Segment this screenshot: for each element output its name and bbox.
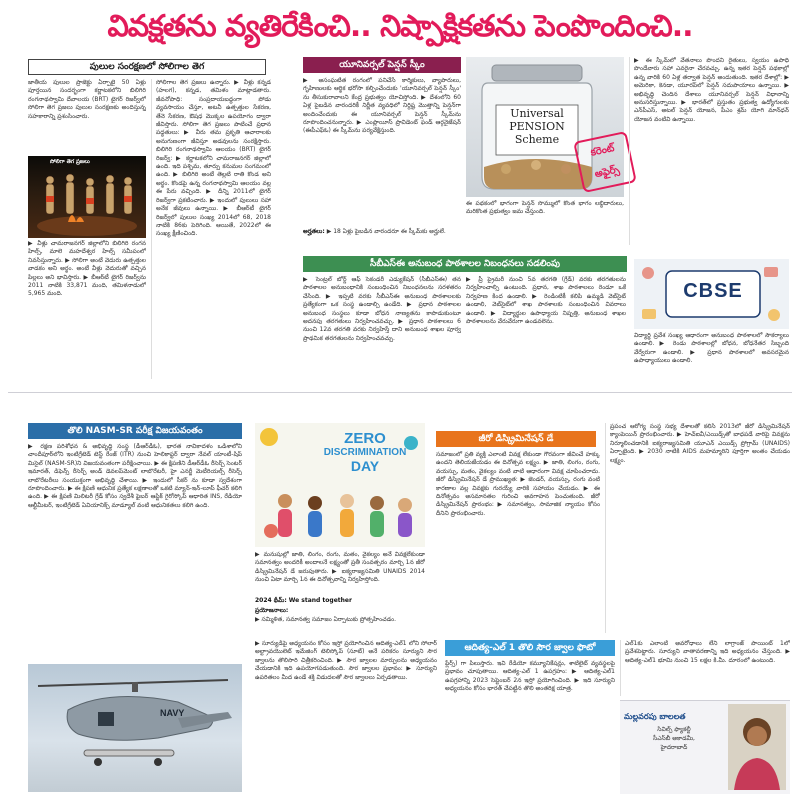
section-aditya-text: ▶ సూర్యుడిపై అధ్యయనం కోసం ఇస్రో ప్రయోగించిన ఆదిత్య-ఎల్1 లోని సోలార్ అల్ట్రావయొలెట్ ఇమేజింగ్ టెలిస్కోప్ (సూట్) అనే పరికరం సూర్యుని సౌర జ్వాలను తొలిసారి చిత్రీకరించింది. ▶ సౌర జ్వాలల మార్పులను అధ్యయనం చేయడానికి ఇది ఉపయోగపడుతుంది. సౌర జ్వాలల ప్రభావం: ▶ సూర్యుని ఉపరితలం మీద ఉండే శక్తి విడుదలతో సౌర జ్వాలలు ఏర్పడతాయి. <box>255 640 437 681</box>
poster-zero-text: ZERO <box>344 430 386 447</box>
section-pension-heading: యూనివర్సల్ పెన్షన్ స్కీం <box>303 57 461 73</box>
section-zero-day-right-text: ప్రపంచ ఆరోగ్య సంస్థ సభ్య దేశాలతో కలిసి 2013లో జీరో డిస్క్రిమినేషన్ క్యాంపెయిన్ ప్రారంభించారు. ▶ హెచ్‌ఐవీ/ఎయిడ్స్‌తో బాధపడే వారిపై వివక్షను నిర్మూలించడానికి ఐక్యరాజ్యసమితి యూఎన్ ఎయిడ్స్ ప్రోగ్రామ్ (UNAIDS) ఏర్పాటైంది. ▶ 2030 నాటికి AIDS మహమ్మారిని పూర్తిగా అంతం చేయడం లక్ష్యం. <box>605 423 790 633</box>
author-role: సివిల్స్ ఫ్యాకల్టీ <box>657 726 691 733</box>
section-zero-text: ▶ మనుషుల్లో జాతి, లింగం, రంగు, మతం, వైకల్యం అనే వివక్షలేకుండా సమానత్వం అందరికీ అందాలనే లక్ష్యంతో ప్రతీ సంవత్సరం మార్చి 1న జీరో డిస్క్రిమినేషన్ డే జరుపుతారు. ▶ ఐక్యరాజ్యసమితి UNAIDS 2014 నుంచి ఏటా మార్చి 1న ఈ దినోత్సవాన్ని నిర్వహిస్తోంది. <box>255 551 425 584</box>
section-zero-day-text: సమాజంలో ప్రతి వ్యక్తి ఎలాంటి వివక్ష లేకుండా గౌరవంగా జీవించే హక్కు ఉందని తెలియజేయడం ఈ దినోత్సవ లక్ష్యం. ▶ జాతి, లింగం, రంగు, వయస్సు, మతం, వైకల్యం వంటి వాటి ఆధారంగా వివక్ష చూపించరాదు. జీరో డిస్క్రిమినేషన్ డే ప్రాముఖ్యత: ▶ జెండర్, వయస్సు, రంగు వంటి కారణాల వల్ల వివక్షకు గురయ్యే వారికి సహాయం చేయడం. ▶ ఈ దినోత్సవం అసమానతల గురించి అవగాహన పెంచుతుంది. జీరో డిస్క్రిమినేషన్ ప్రారంభం: ▶ సమానత్వం, సామాజిక న్యాయం కోసం దీనిని ప్రారంభించారు. <box>436 451 600 517</box>
zero-aims-text: ▶ సమ్మిళిత, సమానత్వ సమాజం ఏర్పాటుకు ప్రోత్సహించడం. <box>255 616 397 623</box>
section-aditya-right-text: ఎల్1కు ఎలాంటి అవరోధాలు లేని లాగ్రాంజ్ పాయింట్ 1లో ప్రవేశపెట్టారు. సూర్యుని వాతావరణాన్ని ఇది అధ్యయనం చేస్తుంది. ▶ ఆదిత్య-ఎల్1 భూమి నుంచి 15 లక్షల కి.మీ. దూరంలో ఉంటుంది. <box>620 640 790 696</box>
author-name: మల్లవరపు బాలలత <box>624 712 686 721</box>
section-nasm-heading: తొలి NASM-SR పరీక్ష విజయవంతం <box>28 423 242 439</box>
section-soliga-intro: జాతీయ పులుల ప్రాజెక్టు ఏర్పాటై 50 ఏళ్లు పూర్తయిన సందర్భంగా కర్ణాటకలోని బిలిగిరి రంగనాథస్వామి దేవాలయ (BRT) టైగర్ రిజర్వ్‌లో సోలిగా తెగ ప్రజలు పులుల సంరక్షణకు అందిస్తున్న సహకారాన్ని ప్రశంసించారు. <box>28 79 146 120</box>
author-city: హైదరాబాద్ <box>660 744 688 751</box>
poster-discrimination-text: DISCRIMINATION <box>323 447 407 458</box>
section-soliga-column2: సోలిగాల తెగ ప్రజలు ఉన్నారు. ▶ వీళ్లు కన్నడ (హలగ), కన్నడ, తమిళం మాట్లాడతారు. జీవనోపాధి: సంప్రదాయబద్ధంగా పోడు వ్యవసాయం చేస్తూ, అటవీ ఉత్పత్తుల సేకరణ, తేనె సేకరణ, ఔషధ మొక్కల ఉపయోగం ద్వారా జీవిస్తారు. సోలిగా తెగ ప్రజలు పాటించే ప్రధాన పద్ధతులు: ▶ వీరు తమ ప్రకృతి ఆచారాలకు అనుగుణంగా జీవిస్తూ అడవులను సంరక్షిస్తారు. బిలిగిరి రంగనాథస్వామి ఆలయం (BRT) టైగర్ రిజర్వ్: ▶ కర్ణాటకలోని చామరాజనగర్ జిల్లాలో ఉంది. ఇది పశ్చిమ, తూర్పు కనుమల సంగమంలో ఉంది. ▶ బిలిగిరి అంటే తెల్లటి రాతి కొండ అని అర్థం. కొండపై ఉన్న రంగనాథస్వామి ఆలయం వల్ల ఈ పేరు వచ్చింది. ▶ దీన్ని 2011లో టైగర్ రిజర్వ్‌గా ప్రకటించారు. ▶ ఇందులో పులులు సహా అనేక జీవులు ఉన్నాయి. ▶ బీఆర్‌టీ టైగర్ రిజర్వ్‌లో పులుల సంఖ్య 2014లో 68, 2018 నాటికి 86కు పెరిగింది. ఆయితే, 2022లో ఈ సంఖ్య క్షీణించింది. <box>151 79 271 379</box>
section-nasm-text: ▶ రక్షణ పరిశోధన & అభివృద్ధి సంస్థ (డీఆర్‌డీఓ), భారత నావికాదళం ఒడిశాలోని చాందీపూర్‌లోని ఇంటిగ్రేటెడ్ టెస్ట్ రేంజ్ (ITR) నుంచి హెలికాప్టర్ ద్వారా నేవల్ యాంటీ-షిప్ మిసైల్ (NASM-SR)ని విజయవంతంగా పరీక్షించాయి. ▶ ఈ క్షిపణిని డీఆర్‌డీఓ రీసెర్చ్ సెంటర్ ఇమారత్, డిఫెన్స్ రీసెర్చ్ అండ్ డెవలప్‌మెంట్ లాబొరేటరీ, హై ఎనర్జీ మెటీరియల్స్ రీసెర్చ్ లాబొరేటరీలు సంయుక్తంగా అభివృద్ధి చేశాయి. ▶ ఇందులో సీకర్ ను కూడా స్వదేశంగా రూపొందించారు. ▶ ఈ క్షిపణి ఆధునిక ప్రత్యేక లక్షణాలతో ఒకటి మ్యాన్-ఇన్-లూప్ ఫీచర్ కలిగి ఉంది. ▶ ఈ క్షిపణి మిలిటరీ గ్రేడ్ కోసం స్వదేశీ ఫైబర్ ఆప్టిక్ గైరోస్కోప్ ఆధారిత INS, రేడియో ఆల్టీమీటర్, ఇంటిగ్రేటెడ్ ఏవియానిక్స్ మాడ్యూల్ వంటి ఆధునికతలు కలిగి ఉంది. <box>28 443 242 509</box>
section-soliga-details: ▶ వీళ్లు చామరాజనగర్ జిల్లాలోని బిలిగిరి రంగన హిల్స్, మాలె మహదేశ్వర హిల్స్ సమీపంలో నివసిస్తున్నారు. ▶ సోలిగా అంటే వెదురు ఉత్పత్తుల వాడకం అని అర్థం. అంటే వీళ్లు వెదురుతో వచ్చిన పిల్లలు అని భావిస్తారు. ▶ బీఆర్‌టీ టైగర్ రిజర్వ్‌ను 2011 నాటికి 33,871 మంది, తమిళనాడులో 5,965 మంది. <box>28 240 146 298</box>
section-zero-day-heading: జీరో డిస్క్రిమినేషన్ డే <box>436 431 596 447</box>
pension-eligibility-text: ▶ 18 ఏళ్లు పైబడిన వారందరూ ఈ స్కీమ్‌కు అర్హులే. <box>326 228 446 235</box>
page-banner-title: వివక్షతను వ్యతిరేకించి.. నిష్పాక్షికతను పెంపొందించి.. <box>107 9 693 44</box>
navy-helicopter-photo <box>28 664 242 792</box>
section-cbse-heading: సీబీఎస్‌ఈ అనుబంధ పాఠశాలల నిబంధనలు సడలింపు <box>303 256 627 272</box>
helicopter-navy-label: NAVY <box>160 708 185 718</box>
section-divider <box>8 392 792 393</box>
pension-eligibility-label: అర్హతలు: <box>303 228 325 235</box>
zero-aims-label: ప్రయోజనాలు: <box>255 607 289 614</box>
section-pension-right-text: ▶ ఈ స్కీమ్‌లో వేతనాలు పొందని రైతులు, స్వయం ఉపాధి పొందేవారు సహా ఎవరైనా చేరవచ్చు. ఉన్న ఇతర పెన్షన్ పథకాల్లో ఉన్న వారికి 60 ఏళ్ల తర్వాత పెన్షన్ అందుతుంది. ఇతర దేశాల్లో: ▶ అమెరికా, కెనడా, యూరప్‌లో పెన్షన్ సదుపాయాలు ఉన్నాయి. ▶ అభివృద్ధి చెందిన దేశాలు యూనివర్సల్ పెన్షన్ విధానాన్ని అనుసరిస్తున్నాయి. ▶ భారత్‌లో ప్రస్తుతం ప్రభుత్వ ఉద్యోగులకు ఎన్‌పీఎస్, అటల్ పెన్షన్ యోజన, పీఎం శ్రమ్ యోగి మాన్‌ధన్ యోజన వంటివి ఉన్నాయి. <box>629 57 789 245</box>
pension-jar-label: Universal PENSION Scheme <box>509 107 565 146</box>
cbse-logo-text: CBSE <box>683 280 743 302</box>
section-cbse-text2: ▶ ప్రీ ప్రైమరీ నుంచి 5వ తరగతి (గ్రేడ్) వరకు తరగతులను నిర్వహించాల్సి ఉంటుంది. ప్రధాన, శాఖ పాఠశాలలు రెండూ ఒకే నిర్వహణ కింద ఉండాలి. ▶ రెండింటికీ కలిపి ఉమ్మడి వెబ్‌సైట్ ఉండాలి, వెబ్‌సైట్‌లో శాఖ పాఠశాలకు సంబంధించిన వివరాలు ఉండాలి. ▶ విద్యార్థుల ఉపాధ్యాయ నిష్పత్తి, అనుబంధ శాఖల పాఠశాలలను వేరువేరుగా ఉండవలెను. <box>466 276 626 326</box>
soliga-dance-photo <box>28 156 146 238</box>
section-pension-text2: ఈ పథకంలో భాగంగా పెన్షన్ సొమ్ములో కొంత భాగం లబ్ధిదారులు, మరికొంత ప్రభుత్వం జమ చేస్తుంది. <box>466 200 624 216</box>
zero-theme-value: We stand together <box>288 597 352 604</box>
soliga-photo-caption: సోలిగా తెగ ప్రజలు <box>50 159 90 165</box>
poster-day-text: DAY <box>350 458 380 474</box>
section-soliga-heading: పులుల సంరక్షణలో సోలిగాల తెగ <box>28 59 266 75</box>
section-aditya-heading: ఆదిత్య-ఎల్ 1 తొలి సౌర జ్వాల ఫొటో <box>445 640 615 656</box>
current-affairs-stamp: కరెంట్ అఫైర్స్ <box>573 131 637 193</box>
author-photo <box>728 704 786 790</box>
section-pension-text: ▶ అసంఘటిత రంగంలో పనిచేసే కార్మికులు, వ్యాపారులు, గృహిణులకు ఆర్థిక భరోసా కల్పించేందుకు 'యూనివర్సల్ పెన్షన్ స్కీం' ను తీసుకురావాలని కేంద్ర ప్రభుత్వం యోచిస్తోంది. ▶ దేశంలోని 60 ఏళ్ల పైబడిన వారందరికీ నిర్ణీత వ్యవధిలో నిర్దిష్ట మొత్తాన్ని పెన్షన్‌గా అందించేందుకు ఈ యూనివర్సల్ పెన్షన్ స్కీమ్‌ను రూపొందించనున్నారు. ▶ ఎంప్లాయీస్ ప్రావిడెంట్ ఫండ్ ఆర్గనైజేషన్ (ఈపీఎఫ్‌ఓ) ఈ స్కీమ్‌ను పర్యవేక్షిస్తుంది. <box>303 77 461 135</box>
zero-theme-label: 2024 థీమ్: <box>255 597 287 604</box>
section-aditya-text2: ఫ్లేర్స్) గా పిలుస్తారు. ఇవి రేడియో కమ్యూనికేషన్లు, శాటిలైట్ వ్యవస్థలపై ప్రభావం చూపుతాయి. ఆదిత్య-ఎల్ 1 ఉపగ్రహం: ▶ ఆదిత్య-ఎల్1 ఉపగ్రహాన్ని 2023 సెప్టెంబర్ 2న ఇస్రో ప్రయోగించింది. ▶ ఇది సూర్యుని అధ్యయనం కోసం భారత్ చేపట్టిన తొలి అంతరిక్ష యాత్ర. <box>445 660 615 693</box>
author-org: సీఎస్‌బీ అకాడమీ, <box>653 735 695 742</box>
section-cbse-text: ▶ సెంట్రల్ బోర్డ్ ఆఫ్ సెకండరీ ఎడ్యుకేషన్ (సీబీఎస్‌ఈ) తన పాఠశాలల అనుబంధానికి సంబంధించిన నిబంధనలను సరళతరం చేసింది. ▶ ఇప్పటి వరకు సీబీఎస్‌ఈ అనుబంధ పాఠశాలలకు ప్రత్యేకంగా ఒక సంస్థ ఉండాల్సి ఉండేది. ▶ ప్రధాన పాఠశాలల అనుబంధ సంస్థలు కూడా బోధన నాణ్యతను కాపాడుకుంటూ అదనపు తరగతులు నిర్వహించవచ్చు. ▶ ప్రధాన పాఠశాలలు 6 నుంచి 12వ తరగతి వరకు నిర్వహిస్తే దాని అనుబంధ శాఖల పూర్వ ప్రాథమిక తరగతులను నిర్వహించవచ్చు. <box>303 276 461 342</box>
section-cbse-right-text: విద్యార్థి ప్రవేశ సంఖ్య ఆధారంగా అనుబంధ పాఠశాలలో సౌకర్యాలు ఉండాలి. ▶ రెండు పాఠశాలల్లో బోధన, బోధనేతర సిబ్బంది వేర్వేరుగా ఉండాలి. ▶ ప్రధాన పాఠశాలలో అవసరమైన ఉపాధ్యాయులు ఉండాలి. <box>634 332 789 365</box>
